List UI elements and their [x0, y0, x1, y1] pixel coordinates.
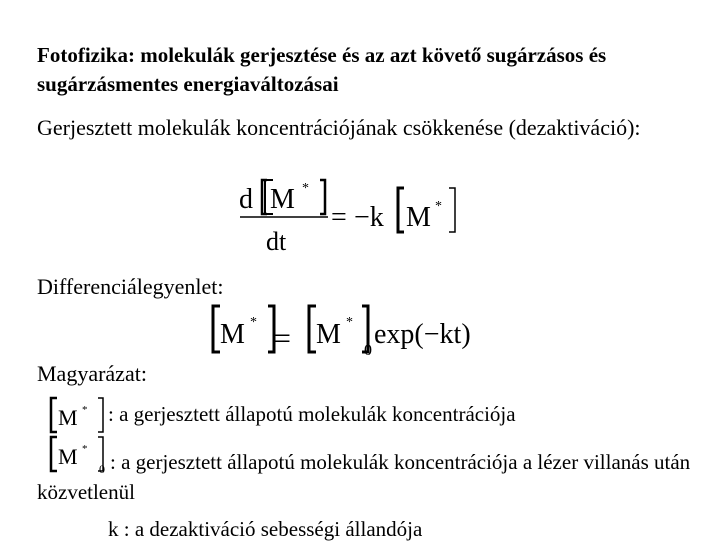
sym1-M: M: [58, 405, 78, 430]
definition-initial-concentration: : a gerjesztett állapotú molekulák koncentrációja a lézer villanás után közvetlenül: [37, 450, 691, 504]
eq2-exp: exp(−kt): [374, 319, 471, 350]
eq2-sub0: 0: [364, 342, 372, 358]
differential-label: Differenciálegyenlet:: [37, 274, 224, 299]
explanation-label: Magyarázat:: [37, 361, 147, 386]
eq1-M: M: [270, 184, 295, 215]
eq1-star2: *: [435, 199, 442, 214]
eq1-d: d: [239, 184, 253, 215]
solution-equation: [208, 300, 498, 358]
sym2-star: *: [82, 443, 88, 455]
sym2-M: M: [58, 444, 78, 469]
eq1-dt: dt: [266, 227, 287, 256]
eq1-M2: M: [406, 202, 431, 233]
definition-rate-constant: k : a dezaktiváció sebességi állandója: [108, 517, 423, 541]
sym2-sub0: 0: [99, 462, 105, 474]
eq2-star: *: [250, 315, 257, 330]
eq2-equals: =: [274, 322, 291, 355]
definition-excited-concentration: : a gerjesztett állapotú molekulák koncentrációja: [108, 402, 516, 426]
eq1-star: *: [302, 181, 309, 196]
eq2-star2: *: [346, 315, 353, 330]
rate-equation: [236, 168, 466, 258]
intro-text: Gerjesztett molekulák koncentrációjának csökkenése (dezaktiváció):: [37, 115, 641, 140]
symbol-M-star: [48, 395, 110, 435]
slide-title: Fotofizika: molekulák gerjesztése és az azt követő sugárzásos és sugárzásmentes energiaváltozásai: [37, 43, 607, 96]
sym1-star: *: [82, 404, 88, 416]
eq1-minus-k: −k: [354, 202, 384, 233]
eq1-equals: =: [331, 202, 347, 233]
eq2-M: M: [220, 319, 245, 350]
eq2-M2: M: [316, 319, 341, 350]
